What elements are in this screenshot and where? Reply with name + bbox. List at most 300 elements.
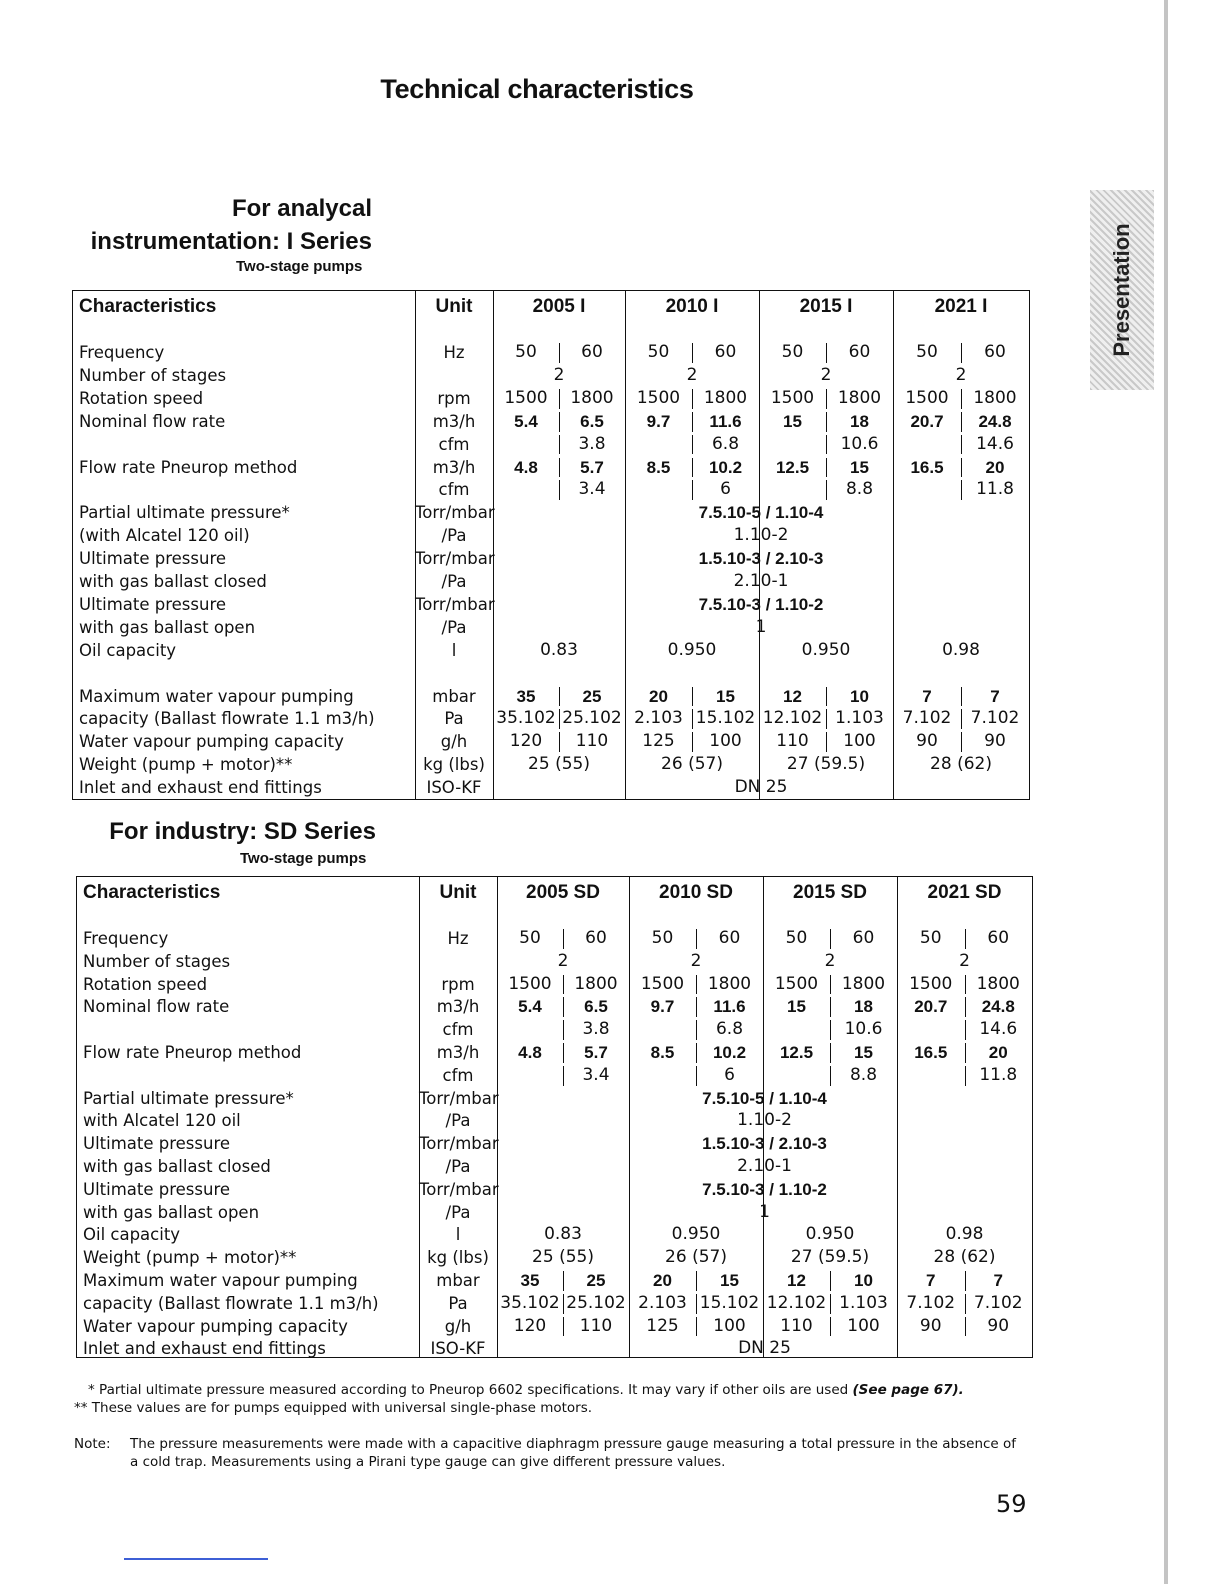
note-line-2: a cold trap. Measurements using a Pirani type gauge can give different pressure values. [130,1454,726,1470]
cell-nominal_cfm: 14.6 [979,1019,1018,1040]
cell-frequency: 50 [919,928,942,948]
cell-weight: 26 (57) [661,754,723,775]
cell-vapour_gh: 110 [575,731,609,752]
column-header: 2015 SD [793,882,867,903]
cell-rotation: 1800 [574,973,618,994]
row-unit: m3/h [436,997,480,1017]
cell-divider [826,389,827,409]
cell-nominal_m3h: 24.8 [978,411,1012,431]
cell-rotation: 1800 [707,973,752,994]
row-unit: mbar [436,1271,480,1290]
row-label: with gas ballast closed [83,1157,271,1176]
cell-weight: 26 (57) [665,1247,727,1268]
row-unit: /Pa [445,1157,471,1176]
cell-nominal_cfm: 3.8 [578,433,606,454]
row-label: Nominal flow rate [83,997,230,1017]
cell-nominal_m3h: 6.5 [580,411,604,431]
cell-pneurop_m3h: 16.5 [910,457,944,477]
section1-title-line2: instrumentation: I Series [90,228,372,255]
row-label: with Alcatel 120 oil [83,1111,241,1131]
cell-weight: 27 (59.5) [786,754,866,775]
footnote-1-ref: (See page 67). [852,1382,964,1398]
column-header: 2015 I [799,296,853,317]
cell-vapour_pa: 1.103 [835,708,884,729]
cell-vapour_mbar: 25 [586,1271,606,1290]
page-edge-line [1164,0,1168,1584]
row-label: Flow rate Pneurop method [83,1043,302,1062]
cell-ultimate_open: 7.5.10-3 / 1.10-2 [702,1179,827,1199]
cell-rotation: 1500 [636,387,681,408]
cell-divider [563,1020,564,1040]
cell-divider [559,412,560,432]
cell-stages: 2 [959,950,970,971]
cell-stages: 2 [553,364,565,385]
row-unit: cfm [442,1065,474,1085]
cell-frequency: 60 [852,928,875,948]
cell-nominal_m3h: 5.4 [514,411,538,431]
cell-divider [826,458,827,478]
row-unit: g/h [444,1316,472,1336]
column-header: 2005 I [532,296,586,317]
cell-divider [692,687,693,707]
cell-divider [965,975,966,995]
cell-nominal_m3h: 9.7 [646,411,671,431]
cell-divider [692,343,693,363]
row-unit: l [455,1225,461,1245]
row-unit: Torr/mbar [419,1179,499,1199]
cell-divider [961,389,962,409]
cell-nominal_m3h: 20.7 [910,411,944,431]
cell-stages: 2 [690,950,702,971]
cell-ultimate_closed_pa: 2.10-1 [737,1156,792,1176]
row-label: Frequency [79,343,165,362]
cell-pneurop_m3h: 4.8 [518,1043,542,1062]
column-header: Unit [435,296,473,317]
cell-vapour_mbar: 35 [516,686,536,706]
cell-divider [696,1317,697,1337]
cell-partial_ultimate: 7.5.10-5 / 1.10-4 [702,1088,827,1108]
row-unit: l [451,640,457,660]
blue-underline [124,1558,268,1560]
cell-divider [961,435,962,455]
cell-rotation: 1800 [703,387,748,408]
cell-vapour_mbar: 7 [993,1271,1003,1290]
cell-divider [696,929,697,949]
cell-frequency: 60 [585,928,607,948]
cell-frequency: 60 [984,342,1006,362]
row-unit: /Pa [441,526,467,546]
row-unit: /Pa [445,1202,471,1222]
cell-pneurop_m3h: 10.2 [708,457,743,477]
cell-ultimate_closed_pa: 2.10-1 [733,571,789,591]
cell-nominal_m3h: 6.5 [584,997,608,1017]
cell-stages: 2 [824,950,836,971]
cell-divider [563,997,564,1017]
row-label: Maximum water vapour pumping [79,686,354,706]
row-label: Number of stages [79,365,227,385]
cell-divider [559,709,560,729]
cell-divider [559,687,560,707]
cell-pneurop_m3h: 4.8 [514,457,538,477]
row-label: Rotation speed [79,388,204,408]
cell-stages: 2 [955,364,967,385]
row-unit: Torr/mbar [419,1088,499,1108]
cell-pneurop_m3h: 15 [854,1043,873,1062]
cell-oil: 0.950 [805,1224,855,1245]
cell-divider [692,389,693,409]
footnote-1-text: * Partial ultimate pressure measured according to Pneurop 6602 specifications. It may vary if other oils are used [88,1382,849,1398]
cell-divider [559,343,560,363]
row-unit: m3/h [432,411,476,431]
section2-title: For industry: SD Series [109,818,376,845]
cell-vapour_gh: 110 [780,1315,813,1336]
row-label: Rotation speed [83,974,208,994]
cell-nominal_m3h: 5.4 [518,997,542,1017]
cell-oil: 0.98 [942,639,980,660]
cell-divider [696,1066,697,1086]
row-unit: ISO-KF [430,1339,486,1359]
cell-nominal_m3h: 11.6 [713,997,746,1017]
row-unit: kg (lbs) [427,1248,489,1268]
footnote-2: ** These values are for pumps equipped with universal single-phase motors. [74,1400,593,1416]
cell-nominal_m3h: 11.6 [709,411,742,431]
cell-fittings: DN 25 [734,777,788,798]
row-unit: m3/h [432,457,476,477]
cell-vapour_pa: 35.102 [500,1292,560,1313]
cell-vapour_gh: 110 [579,1315,613,1336]
cell-divider [559,389,560,409]
cell-pneurop_cfm: 6 [724,1064,735,1085]
table-i-series [72,290,1030,800]
cell-ultimate_open: 7.5.10-3 / 1.10-2 [698,594,824,614]
row-unit: rpm [437,388,471,408]
cell-weight: 25 (55) [532,1247,594,1268]
cell-oil: 0.83 [544,1224,582,1245]
cell-divider [961,343,962,363]
cell-stages: 2 [820,364,832,385]
row-label: Water vapour pumping capacity [79,732,344,752]
cell-pneurop_m3h: 8.5 [650,1043,675,1062]
cell-vapour_pa: 35.102 [496,708,556,729]
cell-oil: 0.950 [801,639,851,660]
row-label: Weight (pump + motor)** [83,1248,297,1268]
column-header: Characteristics [83,882,221,903]
row-label: Partial ultimate pressure* [83,1088,294,1108]
cell-vapour_gh: 100 [847,1315,880,1336]
row-label: Inlet and exhaust end fittings [83,1339,326,1359]
cell-nominal_m3h: 24.8 [981,997,1015,1017]
cell-vapour_mbar: 15 [716,686,735,706]
row-unit: Pa [448,1293,468,1313]
cell-nominal_m3h: 18 [850,411,869,431]
cell-vapour_pa: 15.102 [699,1292,760,1313]
cell-divider [692,732,693,752]
row-label: Oil capacity [83,1225,181,1245]
row-unit: kg (lbs) [423,755,485,775]
cell-vapour_pa: 1.103 [839,1292,888,1313]
cell-partial_ultimate: 7.5.10-5 / 1.10-4 [698,503,824,523]
cell-vapour_pa: 12.102 [766,1292,827,1313]
cell-vapour_pa: 25.102 [562,708,622,729]
column-header: 2010 I [665,296,719,317]
row-unit: Pa [444,709,464,729]
note-line-1: The pressure measurements were made with a capacitive diaphragm pressure gauge measuring a total pressure in the absence of [130,1436,1017,1452]
cell-nominal_cfm: 14.6 [976,433,1014,454]
cell-divider [965,1043,966,1063]
cell-frequency: 50 [647,342,670,362]
cell-oil: 0.950 [667,639,717,660]
cell-divider [692,412,693,432]
cell-weight: 27 (59.5) [790,1247,870,1268]
cell-pneurop_cfm: 11.8 [979,1064,1018,1085]
side-tab-label: Presentation [1109,223,1134,357]
cell-divider [826,709,827,729]
cell-divider [965,929,966,949]
cell-stages: 2 [557,950,569,971]
cell-divider [826,435,827,455]
cell-vapour_pa: 7.102 [906,1292,956,1313]
row-label: Partial ultimate pressure* [79,503,290,523]
page-title: Technical characteristics [380,74,694,104]
cell-divider [559,480,560,500]
cell-partial_ultimate_pa: 1.10-2 [733,525,789,546]
row-unit: cfm [438,434,470,454]
cell-divider [563,1294,564,1314]
table-sd-series [76,876,1033,1358]
row-unit: Hz [447,929,469,948]
cell-rotation: 1500 [770,387,815,408]
cell-frequency: 60 [718,928,741,948]
row-label: capacity (Ballast flowrate 1.1 m3/h) [79,709,375,729]
cell-rotation: 1800 [570,387,614,408]
cell-vapour_gh: 100 [843,731,876,752]
cell-divider [961,458,962,478]
cell-divider [830,1020,831,1040]
cell-vapour_gh: 90 [919,1315,942,1336]
cell-divider [563,975,564,995]
cell-divider [559,732,560,752]
cell-divider [692,458,693,478]
cell-vapour_pa: 12.102 [762,708,823,729]
cell-vapour_mbar: 20 [653,1271,672,1290]
row-unit: Hz [443,343,465,362]
cell-divider [961,480,962,500]
cell-nominal_cfm: 6.8 [711,433,740,454]
row-label: Ultimate pressure [83,1134,231,1154]
cell-divider [559,435,560,455]
cell-vapour_pa: 7.102 [970,708,1020,729]
row-label: Ultimate pressure [83,1179,231,1199]
cell-frequency: 50 [916,342,938,362]
row-label: Nominal flow rate [79,411,226,431]
cell-vapour_gh: 90 [916,731,938,752]
cell-pneurop_m3h: 16.5 [914,1043,948,1062]
cell-pneurop_cfm: 3.4 [578,479,606,500]
cell-nominal_cfm: 10.6 [844,1019,883,1040]
cell-vapour_gh: 110 [776,731,809,752]
cell-divider [830,1317,831,1337]
cell-frequency: 60 [714,342,737,362]
cell-divider [965,997,966,1017]
cell-vapour_mbar: 10 [850,686,869,706]
cell-vapour_pa: 2.103 [634,708,683,729]
cell-divider [696,975,697,995]
section1-title-line1: For analycal [231,195,372,222]
cell-divider [830,1271,831,1291]
cell-rotation: 1500 [909,973,953,994]
column-header: 2010 SD [659,882,733,903]
cell-divider [696,1020,697,1040]
cell-oil: 0.98 [945,1224,984,1245]
cell-divider [563,929,564,949]
cell-vapour_gh: 90 [984,731,1006,752]
row-label: Ultimate pressure [79,594,227,614]
cell-vapour_pa: 25.102 [566,1292,626,1313]
cell-divider [965,1271,966,1291]
cell-pneurop_m3h: 15 [850,457,869,477]
column-header: Unit [439,882,477,903]
cell-divider [826,687,827,707]
cell-divider [965,1317,966,1337]
cell-divider [965,1020,966,1040]
row-unit: rpm [441,974,475,994]
cell-divider [563,1043,564,1063]
cell-nominal_m3h: 9.7 [650,997,675,1017]
cell-weight: 28 (62) [930,754,992,775]
cell-frequency: 50 [519,928,541,948]
cell-rotation: 1800 [976,973,1020,994]
cell-weight: 25 (55) [528,754,590,775]
row-unit: Torr/mbar [415,594,495,614]
row-label: Oil capacity [79,640,177,660]
column-header: 2021 I [934,296,988,317]
cell-ultimate_closed: 1.5.10-3 / 2.10-3 [698,549,824,569]
cell-ultimate_closed: 1.5.10-3 / 2.10-3 [702,1134,827,1154]
cell-pneurop_m3h: 20 [985,457,1005,477]
cell-rotation: 1800 [837,387,882,408]
cell-vapour_gh: 125 [646,1315,679,1336]
cell-divider [826,732,827,752]
cell-divider [826,412,827,432]
cell-divider [830,997,831,1017]
cell-nominal_m3h: 20.7 [914,997,948,1017]
row-unit: /Pa [445,1111,471,1131]
column-header: Characteristics [79,296,217,317]
cell-vapour_pa: 15.102 [695,708,756,729]
row-label: Number of stages [83,951,231,971]
cell-oil: 0.83 [540,639,578,660]
cell-vapour_gh: 125 [642,731,675,752]
cell-vapour_pa: 7.102 [902,708,952,729]
cell-vapour_mbar: 10 [854,1271,873,1290]
cell-divider [830,975,831,995]
page-number: 59 [996,1490,1027,1518]
row-unit: g/h [440,732,468,752]
cell-frequency: 60 [848,342,871,362]
cell-divider [563,1317,564,1337]
row-unit: /Pa [441,572,467,591]
cell-frequency: 50 [785,928,808,948]
cell-rotation: 1800 [841,973,886,994]
cell-partial_ultimate_pa: 1.10-2 [737,1110,792,1131]
note-label: Note: [74,1436,111,1452]
cell-nominal_m3h: 18 [854,997,873,1017]
row-unit: m3/h [436,1043,480,1062]
cell-divider [563,1066,564,1086]
row-label: Flow rate Pneurop method [79,457,298,477]
cell-frequency: 60 [987,928,1010,948]
cell-divider [830,1043,831,1063]
column-header: 2005 SD [526,882,600,903]
cell-vapour_mbar: 12 [783,686,802,706]
cell-pneurop_cfm: 3.4 [582,1064,610,1085]
cell-nominal_cfm: 10.6 [840,433,879,454]
cell-ultimate_open_pa: 1 [759,1201,770,1222]
row-unit: cfm [438,480,470,500]
footnote-1 [88,1382,964,1398]
cell-divider [563,1271,564,1291]
cell-frequency: 50 [651,928,674,948]
row-unit: Torr/mbar [415,549,495,569]
cell-frequency: 50 [515,342,537,362]
cell-pneurop_m3h: 8.5 [646,457,671,477]
cell-divider [961,732,962,752]
row-unit: Torr/mbar [419,1134,499,1154]
section1-subtitle: Two-stage pumps [236,258,363,275]
cell-fittings: DN 25 [738,1338,791,1359]
cell-nominal_cfm: 3.8 [582,1019,610,1040]
cell-vapour_mbar: 7 [922,686,932,706]
cell-pneurop_m3h: 12.5 [779,1043,814,1062]
row-unit: ISO-KF [426,778,482,798]
cell-pneurop_m3h: 5.7 [580,457,604,477]
cell-divider [965,1066,966,1086]
cell-vapour_gh: 120 [513,1315,547,1336]
cell-vapour_mbar: 7 [990,686,1000,706]
cell-pneurop_cfm: 11.8 [976,479,1014,500]
cell-pneurop_cfm: 8.8 [849,1064,878,1085]
row-unit: mbar [432,686,476,706]
cell-vapour_mbar: 25 [582,686,602,706]
cell-vapour_mbar: 20 [649,686,668,706]
cell-ultimate_open_pa: 1 [755,616,767,637]
cell-vapour_pa: 7.102 [973,1292,1023,1313]
column-header: 2021 SD [927,882,1002,903]
cell-rotation: 1500 [504,387,548,408]
cell-rotation: 1800 [973,387,1017,408]
cell-pneurop_cfm: 8.8 [845,479,874,500]
cell-divider [830,1294,831,1314]
cell-divider [696,1043,697,1063]
cell-divider [692,480,693,500]
cell-divider [826,343,827,363]
cell-vapour_gh: 100 [709,731,742,752]
row-label: with gas ballast closed [79,572,267,591]
cell-rotation: 1500 [905,387,949,408]
cell-pneurop_m3h: 10.2 [712,1043,747,1062]
cell-divider [830,929,831,949]
section2-subtitle: Two-stage pumps [240,850,367,867]
cell-divider [961,709,962,729]
row-label: Frequency [83,929,169,948]
cell-vapour_gh: 120 [509,731,543,752]
cell-divider [961,687,962,707]
cell-divider [965,1294,966,1314]
cell-vapour_mbar: 7 [926,1271,936,1290]
row-unit: /Pa [441,617,467,637]
cell-pneurop_m3h: 20 [988,1043,1008,1062]
cell-frequency: 60 [581,342,603,362]
